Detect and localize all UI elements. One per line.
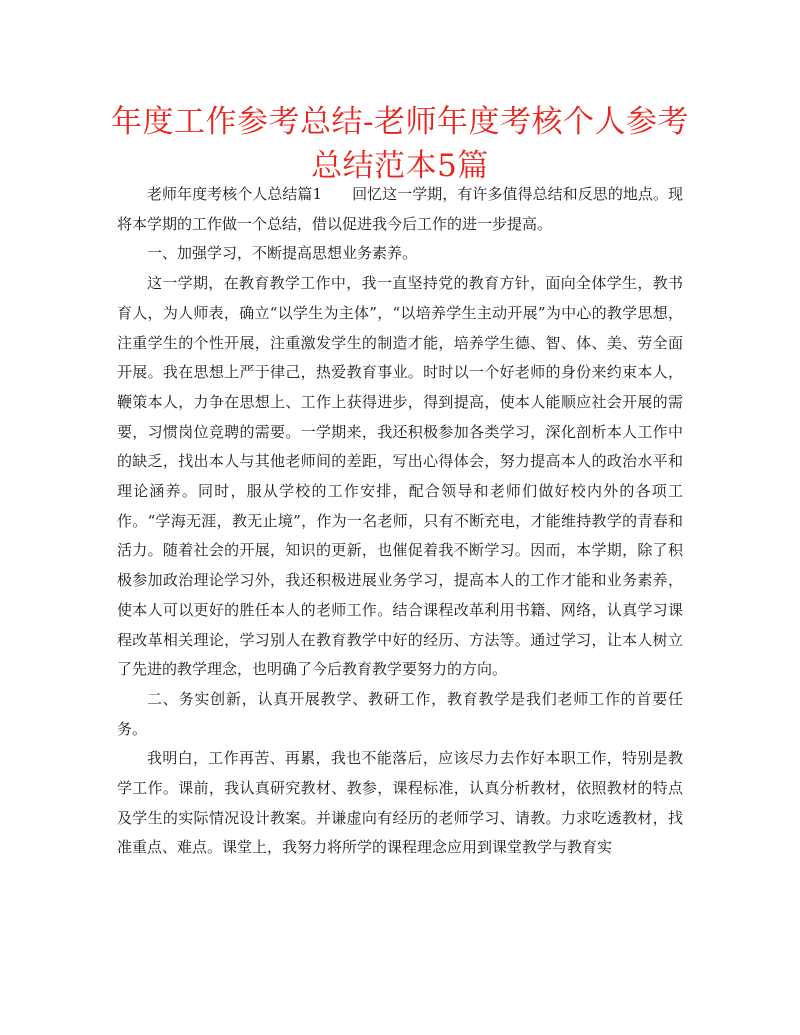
intro-label: 老师年度考核个人总结篇1 <box>147 185 323 203</box>
document-body <box>117 180 683 863</box>
section-heading-1: 一、加强学习，不断提高思想业务素养。 <box>147 244 418 263</box>
body-paragraph-2: 我明白，工作再苦、再累，我也不能落后，应该尽力去作好本职工作，特别是教学工作。课前，我认真研究教材、教参，课程标准，认真分析教材，依照教材的特点及学生的实际情况设计教案。并谦虚向有经历的老师学习、请教。力求吃透教材，找准重点、难点。课堂上，我努力将所学的课程理念应用到课堂教学与教育实 <box>117 749 683 857</box>
section-heading-2: 二、务实创新，认真开展教学、教研工作，教育教学是我们老师工作的首要任务。 <box>117 689 683 738</box>
document-title: 年度工作参考总结-老师年度考核个人参考总结范本5篇 <box>111 104 689 184</box>
intro-paragraph <box>117 180 683 239</box>
intro-text: 回忆这一学期，有许多值得总结和反思的地点。现将本学期的工作做一个总结，借以促进我今后工作的进一步提高。 <box>117 185 683 233</box>
body-paragraph-1: 这一学期，在教育教学工作中，我一直坚持党的教育方针，面向全体学生，教书育人，为人师表，确立“以学生为主体”，“以培养学生主动开展”为中心的教学思想，注重学生的个性开展，注重激发学生的制造才能，培养学生德、智、体、美、劳全面开展。我在思想上严于律己，热爱教育事业。时时以一个好老师的身份来约束本人，鞭策本人，力争在思想上、工作上获得进步，得到提高，使本人能顺应社会开展的需要，习惯岗位竞聘的需要。一学期来，我还积极参加各类学习，深化剖析本人工作中的缺乏，找出本人与其他老师间的差距，写出心得体会，努力提高本人的政治水平和理论涵养。同时，服从学校的工作安排，配合领导和老师们做好校内外的各项工作。“学海无涯，教无止境”，作为一名老师，只有不断充电，才能维持教学的青春和活力。随着社会的开展，知识的更新，也催促着我不断学习。因而，本学期，除了积极参加政治理论学习外，我还积极进展业务学习，提高本人的工作才能和业务素养，使本人可以更好的胜任本人的老师工作。结合课程改革利用书籍、网络，认真学习课程改革相关理论，学习别人在教育教学中好的经历、方法等。通过学习，让本人树立了先进的教学理念，也明确了今后教育教学要努力的方向。 <box>117 274 683 679</box>
